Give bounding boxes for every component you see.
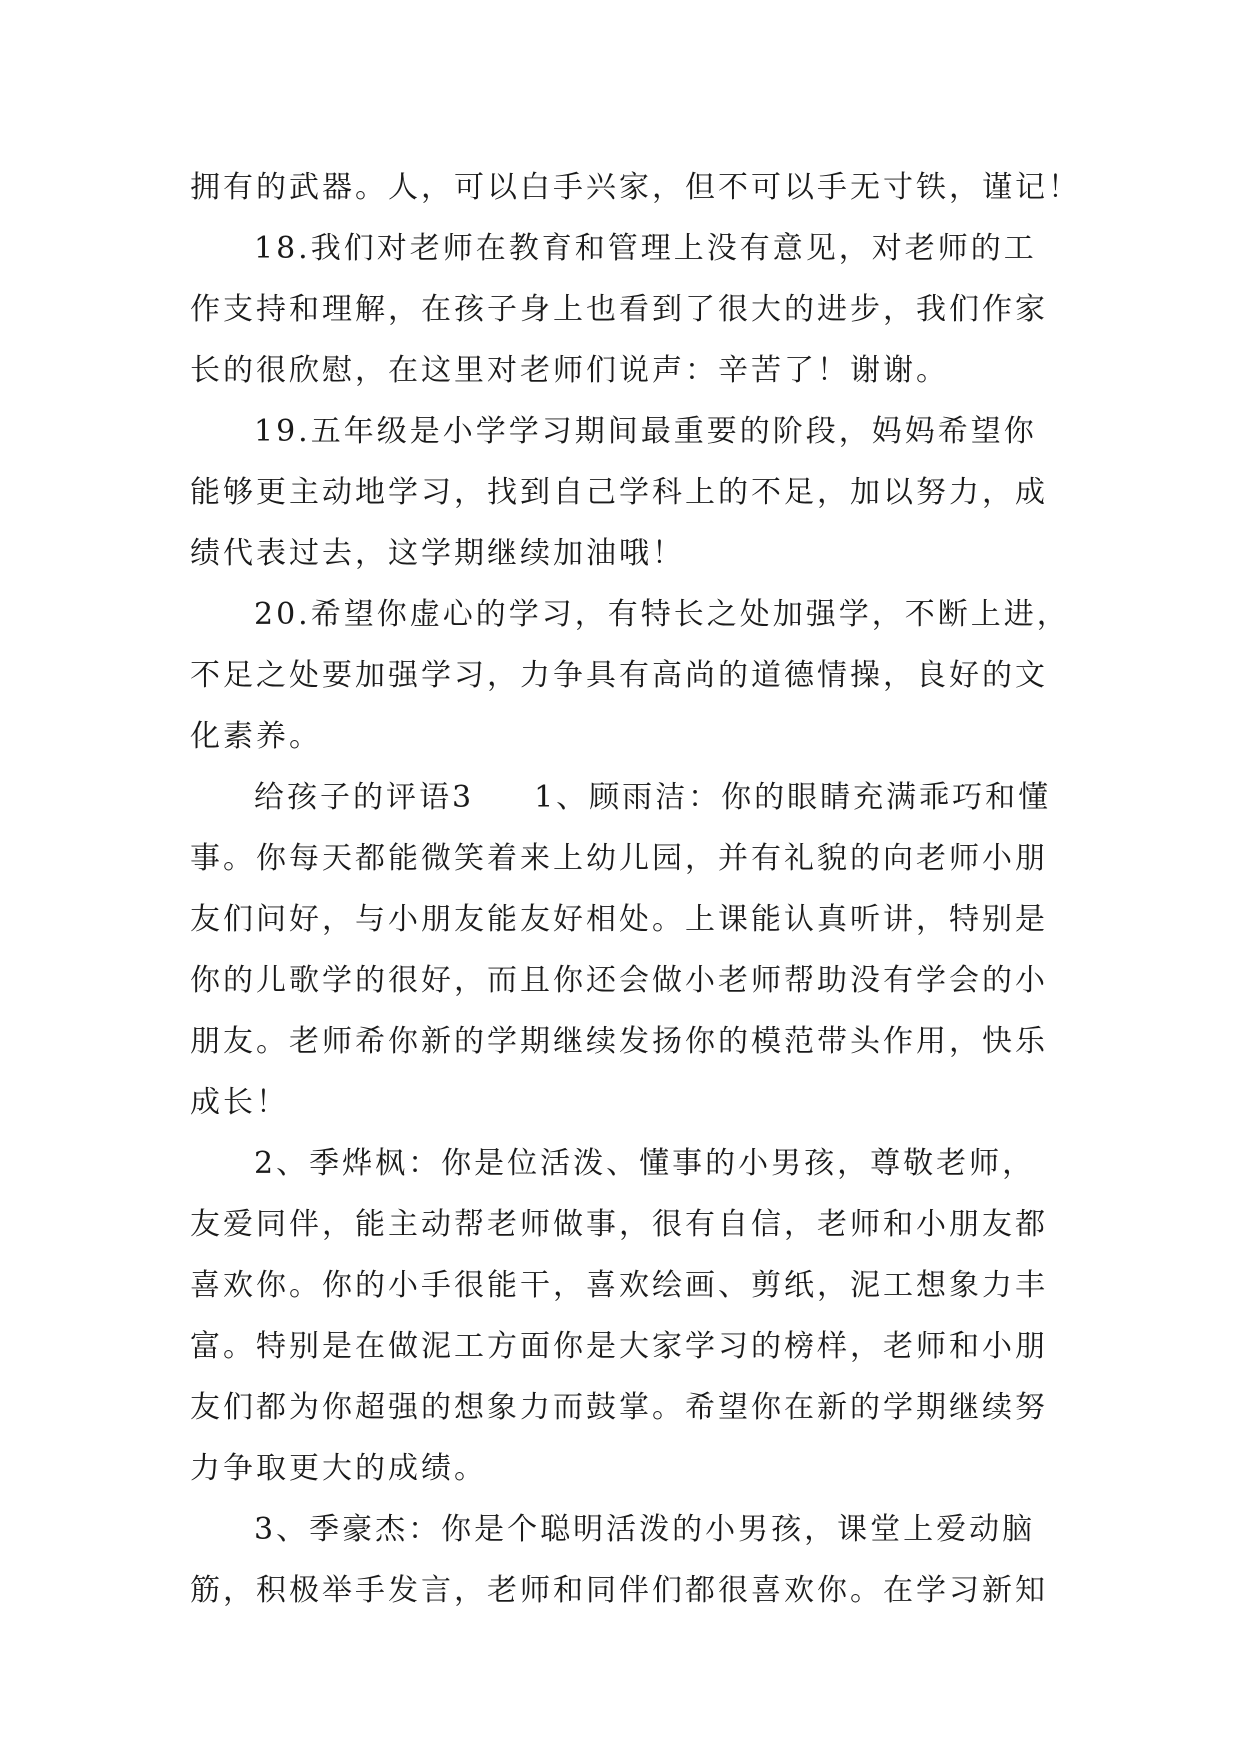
text-line: 朋友。老师希你新的学期继续发扬你的模范带头作用，快乐 (190, 1024, 1048, 1059)
text-line: 你的儿歌学的很好，而且你还会做小老师帮助没有学会的小 (190, 963, 1048, 998)
text-line: 不足之处要加强学习，力争具有高尚的道德情操，良好的文 (190, 658, 1048, 693)
paragraph-comment-3 (190, 1499, 1060, 1621)
text-line: 化素养。 (190, 719, 322, 754)
text-line: 20.希望你虚心的学习，有特长之处加强学，不断上进， (254, 597, 1070, 632)
text-line: 力争取更大的成绩。 (190, 1451, 487, 1486)
text-line: 作支持和理解，在孩子身上也看到了很大的进步，我们作家 (190, 292, 1048, 327)
text-line: 成长！ (190, 1085, 289, 1120)
text-line: 18.我们对老师在教育和管理上没有意见，对老师的工 (254, 231, 1037, 266)
paragraph-item-18 (190, 218, 1060, 401)
text-line: 长的很欣慰，在这里对老师们说声：辛苦了！谢谢。 (190, 353, 949, 388)
text-line: 拥有的武器。人，可以白手兴家，但不可以手无寸铁，谨记！ (190, 170, 1081, 205)
paragraph-item-20 (190, 584, 1070, 767)
text-line: 3、季豪杰：你是个聪明活泼的小男孩，课堂上爱动脑 (254, 1512, 1036, 1547)
text-line: 喜欢你。你的小手很能干，喜欢绘画、剪纸，泥工想象力丰 (190, 1268, 1048, 1303)
paragraph-section-3 (190, 767, 1060, 1133)
text-line: 友爱同伴，能主动帮老师做事，很有自信，老师和小朋友都 (190, 1207, 1048, 1242)
section-heading: 给孩子的评语3 (254, 780, 475, 815)
text-line: 1、顾雨洁：你的眼睛充满乖巧和懂 (534, 780, 1052, 815)
text-line: 友们都为你超强的想象力而鼓掌。希望你在新的学期继续努 (190, 1390, 1048, 1425)
text-line: 绩代表过去，这学期继续加油哦！ (190, 536, 685, 571)
text-line: 富。特别是在做泥工方面你是大家学习的榜样，老师和小朋 (190, 1329, 1048, 1364)
text-line: 19.五年级是小学学习期间最重要的阶段，妈妈希望你 (254, 414, 1037, 449)
text-line: 筋，积极举手发言，老师和同伴们都很喜欢你。在学习新知 (190, 1573, 1048, 1608)
text-line: 事。你每天都能微笑着来上幼儿园，并有礼貌的向老师小朋 (190, 841, 1048, 876)
paragraph-continuation (190, 157, 1081, 218)
paragraph-comment-2 (190, 1133, 1060, 1499)
text-line: 2、季烨枫：你是位活泼、懂事的小男孩，尊敬老师， (254, 1146, 1036, 1181)
text-line: 友们问好，与小朋友能友好相处。上课能认真听讲，特别是 (190, 902, 1048, 937)
document-body (190, 157, 1081, 1621)
section-first-line (190, 767, 1060, 828)
paragraph-item-19 (190, 401, 1060, 584)
text-line: 能够更主动地学习，找到自己学科上的不足，加以努力，成 (190, 475, 1048, 510)
